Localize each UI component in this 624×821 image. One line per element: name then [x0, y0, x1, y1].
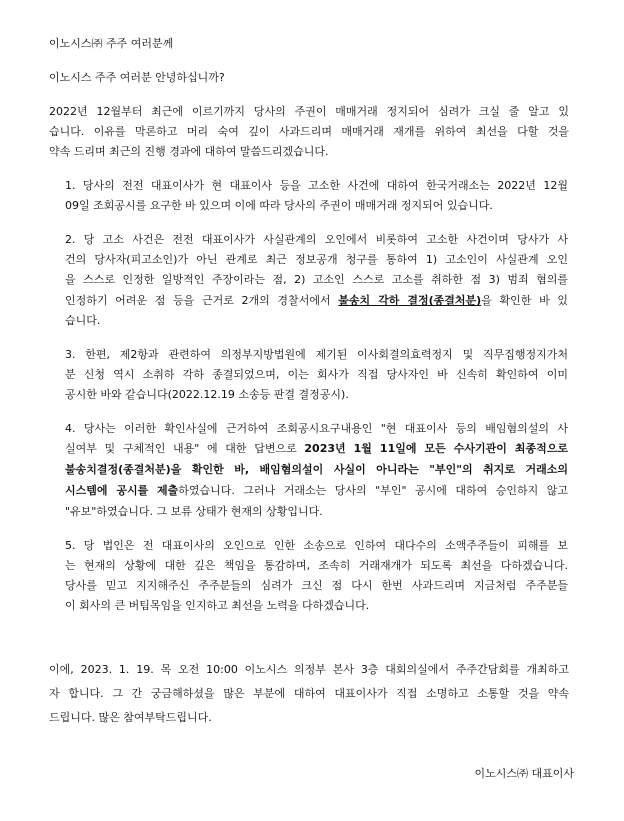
intro-line: 2022년 12월부터 최근에 이르기까지 당사의 주권이 매매거래 정지되어 심려가 크실 줄 알고 있	[49, 105, 569, 118]
item-line: 3. 한편, 제2항과 관련하여 의정부지방법원에 제기된 이사회결의효력정지 및 직무집행정지가처	[65, 348, 568, 361]
item-line	[65, 294, 568, 308]
item-line	[65, 484, 568, 498]
item-line: 건의 당사자(피고소인)가 아닌 관계로 최근 정보공개 청구를 통하여 1) 고소인이 사실관계 오인	[65, 253, 568, 266]
item-line: 5. 당 법인은 전 대표이사의 오인으로 인한 소송으로 인하여 대다수의 소액주주들이 피해를 보	[65, 539, 568, 552]
closing-line: 이에, 2023. 1. 19. 목 오전 10:00 이노시스 의정부 본사 3층 대회의실에서 주주간담회를 개최하고	[49, 663, 569, 676]
item-text: 하였습니다. 그러나 거래소는 당사의 "부인" 공시에 대하여 승인하지 않고	[178, 484, 568, 497]
emphasis-text: 불송치결정(종결처분)을 확인한 바, 배임혐의설이 사실이 아니라는 "부인"의 취지로 거래소의	[65, 463, 568, 476]
emphasis-text: 시스템에 공시를 제출	[65, 484, 179, 497]
item-line: 09일 조회공시를 요구한 바 있으며 이에 따라 당사의 주권이 매매거래 정지되어 있습니다.	[65, 199, 493, 212]
item-line	[65, 463, 568, 477]
item-line: 습니다.	[65, 314, 101, 327]
item-line: 1. 당사의 전전 대표이사가 현 대표이사 등을 고소한 사건에 대하여 한국거래소는 2022년 12월	[65, 179, 568, 192]
item-line: 는 현재의 상황에 대한 깊은 책임을 통감하며, 조속히 거래재개가 되도록 최선을 다하겠습니다.	[65, 559, 568, 572]
item-line: 분 신청 역시 소취하 각하 종결되었으며, 이는 회사가 직접 당사자인 바 신속히 확인하여 이미	[65, 368, 568, 381]
item-line: 을 스스로 인정한 일방적인 주장이라는 점, 2) 고소인 스스로 고소를 취하한 점 3) 범죄 혐의를	[65, 273, 568, 286]
item-text: 을 확인한 바 있	[481, 294, 568, 307]
intro-line: 습니다. 이유를 막론하고 머리 숙여 깊이 사과드리며 매매거래 재개를 위하여 최선을 다할 것을	[49, 125, 569, 138]
emphasis-text: 2023년 1월 11일에 모든 수사기관이 최종적으로	[304, 442, 568, 455]
item-line: 4. 당사는 이러한 확인사실에 근거하여 조회공시요구내용인 "현 대표이사 등의 배임혐의설의 사	[65, 422, 568, 435]
item-line: 이 회사의 큰 버팀목임을 인지하고 최선을 노력을 다하겠습니다.	[65, 599, 370, 612]
emphasis-text: 불송치 각하 결정(종결처분)	[338, 294, 482, 307]
letter-greeting: 이노시스㈜ 주주 여러분께	[49, 37, 174, 50]
closing-line: 자 합니다. 그 간 궁금해하셨을 많은 부분에 대하여 대표이사가 직접 소명하고 소통할 것을 약속	[49, 687, 569, 700]
item-line: "유보"하였습니다. 그 보류 상태가 현재의 상황입니다.	[65, 505, 323, 518]
item-line: 당사를 믿고 지지해주신 주주분들의 심려가 크신 점 다시 한번 사과드리며 지금처럼 주주분들	[65, 579, 568, 592]
intro-line: 약속 드리며 최근의 진행 경과에 대하여 말씀드리겠습니다.	[49, 145, 329, 158]
item-line: 2. 당 고소 사건은 전전 대표이사가 사실관계의 오인에서 비롯하여 고소한 사건이며 당사가 사	[65, 233, 568, 246]
item-text: 인정하기 어려운 점 등을 근거로 2개의 경찰서에서	[65, 294, 339, 307]
letter-hello: 이노시스 주주 여러분 안녕하십니까?	[49, 71, 225, 84]
item-text: 실여부 및 구체적인 내용" 에 대한 답변으로	[65, 442, 305, 455]
closing-line: 드립니다. 많은 참여부탁드립니다.	[49, 711, 212, 724]
item-line	[65, 442, 568, 456]
item-line: 공시한 바와 같습니다(2022.12.19 소송등 판결 결정공시).	[65, 388, 349, 401]
letter-signature: 이노시스㈜ 대표이사	[474, 767, 574, 780]
